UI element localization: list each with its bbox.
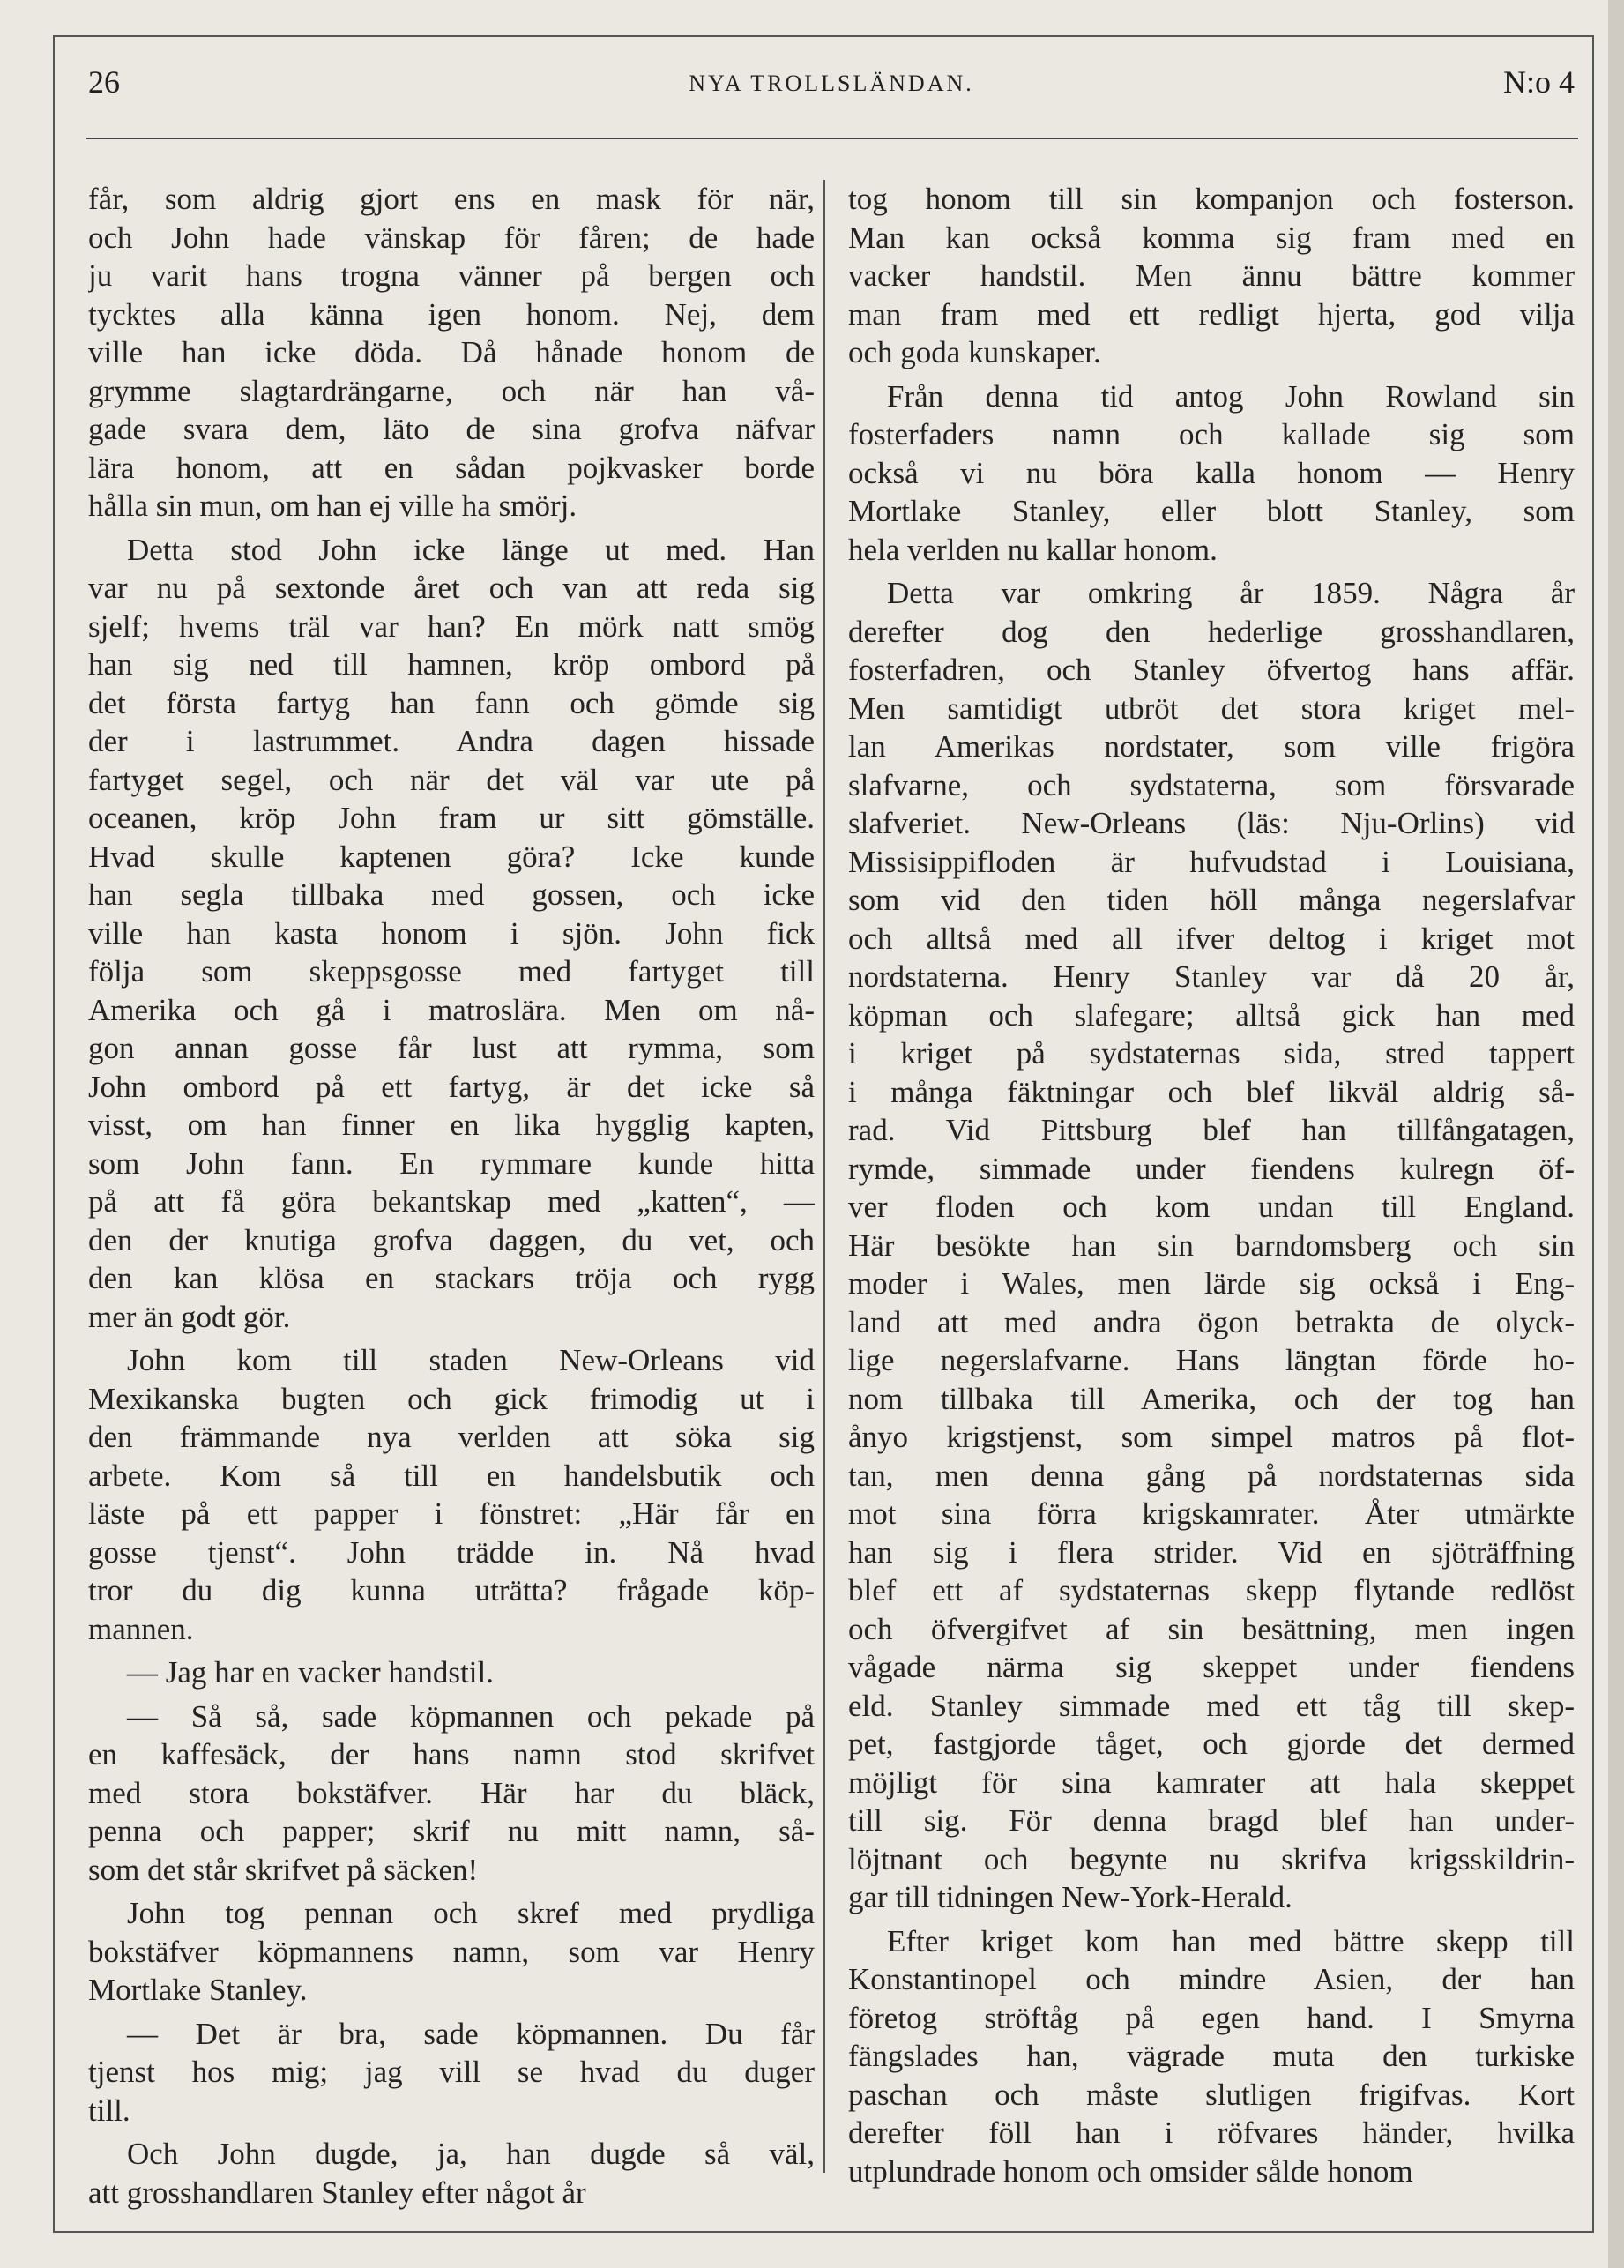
text-line: mannen. bbox=[88, 1611, 194, 1646]
text-line: i många fäktningar och blef likväl aldrig så- bbox=[848, 1074, 1575, 1109]
paragraph bbox=[88, 1894, 815, 2010]
paragraph bbox=[88, 531, 815, 1337]
scan-edge bbox=[1608, 0, 1624, 2268]
text-line: derefter föll han i röfvares händer, hvilka bbox=[848, 2115, 1575, 2150]
text-line: till. bbox=[88, 2093, 130, 2128]
text-line: Amerika och gå i matroslära. Men om nå- bbox=[88, 992, 815, 1027]
text-line: lige negerslafvarne. Hans längtan förde ho- bbox=[848, 1343, 1575, 1377]
text-line: Från denna tid antog John Rowland sin bbox=[887, 378, 1575, 414]
text-line: rad. Vid Pittsburg blef han tillfångatagen, bbox=[848, 1113, 1575, 1147]
text-line: ville han kasta honom i sjön. John fick bbox=[88, 915, 815, 951]
text-line: som det står skrifvet på säcken! bbox=[88, 1852, 479, 1887]
text-line: det första fartyg han fann och gömde sig bbox=[88, 685, 815, 720]
text-line: på att få göra bekantskap med „katten“, — bbox=[88, 1184, 815, 1219]
text-line: Efter kriget kom han med bättre skepp till bbox=[887, 1923, 1575, 1958]
text-line: fängslades han, vägrade muta den turkiske bbox=[848, 2039, 1575, 2073]
text-line: köpman och slafegare; alltså gick han med bbox=[848, 997, 1575, 1033]
paragraph bbox=[848, 574, 1575, 1917]
text-line: Detta var omkring år 1859. Några år bbox=[887, 576, 1575, 610]
text-line: — Det är bra, sade köpmannen. Du får bbox=[127, 2016, 815, 2051]
text-line: lära honom, att en sådan pojkvasker borde bbox=[88, 450, 815, 485]
text-line: slafveriet. New-Orleans (läs: Nju-Orlins) vid bbox=[848, 806, 1575, 840]
text-line: tjenst hos mig; jag vill se hvad du duger bbox=[88, 2055, 815, 2089]
text-line: gar till tidningen New-York-Herald. bbox=[848, 1880, 1292, 1914]
text-line: visst, om han finner en lika hygglig kapten, bbox=[88, 1108, 815, 1142]
text-line: — Jag har en vacker handstil. bbox=[127, 1655, 494, 1690]
text-line: i kriget på sydstaternas sida, stred tappert bbox=[848, 1036, 1575, 1071]
header-rule bbox=[86, 138, 1578, 139]
text-line: penna och papper; skrif nu mitt namn, så- bbox=[88, 1814, 815, 1848]
paragraph bbox=[88, 1341, 815, 1648]
text-line: som John fann. En rymmare kunde hitta bbox=[88, 1145, 815, 1181]
text-line: grymme slagtardrängarne, och när han vå- bbox=[88, 373, 815, 408]
text-line: gosse tjenst“. John trädde in. Nå hvad bbox=[88, 1534, 815, 1570]
text-line: också vi nu böra kalla honom — Henry bbox=[848, 455, 1575, 490]
text-line: gon annan gosse får lust att rymma, som bbox=[88, 1031, 815, 1065]
text-line: ville han icke döda. Då hånade honom de bbox=[88, 335, 815, 369]
text-line: han sig i flera strider. Vid en sjöträffning bbox=[848, 1534, 1575, 1570]
text-line: nordstaterna. Henry Stanley var då 20 år, bbox=[848, 959, 1575, 994]
text-line: att grosshandlaren Stanley efter något år bbox=[88, 2175, 586, 2210]
text-line: möjligt för sina kamrater att hala skeppet bbox=[848, 1764, 1575, 1800]
text-line: lan Amerikas nordstater, som ville frigöra bbox=[848, 729, 1575, 764]
text-line: Och John dugde, ja, han dugde så väl, bbox=[127, 2137, 815, 2171]
paragraph bbox=[88, 2015, 815, 2130]
text-line: fosterfadren, och Stanley öfvertog hans affär. bbox=[848, 653, 1575, 687]
text-line: man fram med ett redligt hjerta, god vilja bbox=[848, 296, 1575, 332]
text-line: hela verlden nu kallar honom. bbox=[848, 532, 1218, 567]
text-line: rymde, simmade under fiendens kulregn öf- bbox=[848, 1151, 1575, 1186]
text-line: slafvarne, och sydstaterna, som försvarade bbox=[848, 767, 1575, 802]
text-line: — Så så, sade köpmannen och pekade på bbox=[127, 1698, 815, 1734]
paragraph bbox=[848, 377, 1575, 570]
text-line: Mortlake Stanley. bbox=[88, 1973, 308, 2007]
text-line: vacker handstil. Men ännu bättre kommer bbox=[848, 258, 1575, 293]
paragraph bbox=[848, 180, 1575, 372]
text-line: mer än godt gör. bbox=[88, 1299, 291, 1334]
text-line: John ombord på ett fartyg, är det icke så bbox=[88, 1069, 815, 1104]
text-line: ånyo krigstjenst, som simpel matros på flot- bbox=[848, 1420, 1575, 1454]
text-line: företog ströftåg på egen hand. I Smyrna bbox=[848, 2000, 1575, 2035]
text-line: eld. Stanley simmade med ett tåg till skep- bbox=[848, 1688, 1575, 1723]
text-line: utplundrade honom och omsider sålde honom bbox=[848, 2153, 1413, 2189]
text-line: med stora bokstäfver. Här har du bläck, bbox=[88, 1775, 815, 1810]
text-line: derefter dog den hederlige grosshandlaren, bbox=[848, 614, 1575, 649]
text-line: och alltså med all ifver deltog i kriget mot bbox=[848, 921, 1575, 956]
text-line: var nu på sextonde året och van att reda sig bbox=[88, 571, 815, 605]
text-line: hålla sin mun, om han ej ville ha smörj. bbox=[88, 489, 577, 523]
left-column bbox=[88, 180, 815, 2212]
paragraph bbox=[88, 180, 815, 526]
text-line: och öfvergifvet af sin besättning, men ingen bbox=[848, 1611, 1575, 1646]
text-line: den främmande nya verlden att söka sig bbox=[88, 1420, 815, 1454]
text-line: tan, men denna gång på nordstaternas sida bbox=[848, 1458, 1575, 1493]
text-line: Men samtidigt utbröt det stora kriget mel- bbox=[848, 690, 1575, 726]
paragraph bbox=[88, 1697, 815, 1890]
paragraph bbox=[88, 2135, 815, 2212]
text-line: John kom till staden New-Orleans vid bbox=[127, 1343, 815, 1377]
text-line: nom tillbaka till Amerika, och der tog han bbox=[848, 1381, 1575, 1416]
text-line: ju varit hans trogna vänner på bergen och bbox=[88, 258, 815, 293]
text-line: läste på ett papper i fönstret: „Här får en bbox=[88, 1496, 815, 1531]
text-line: Mexikanska bugten och gick frimodig ut i bbox=[88, 1381, 815, 1416]
text-line: fosterfaders namn och kallade sig som bbox=[848, 417, 1575, 451]
text-line: blef ett af sydstaternas skepp flytande redlöst bbox=[848, 1573, 1575, 1608]
paragraph bbox=[848, 1922, 1575, 2191]
text-line: Detta stod John icke länge ut med. Han bbox=[127, 532, 815, 567]
publication-title: NYA TROLLSLÄNDAN. bbox=[689, 71, 974, 96]
text-line: och John hade vänskap för fåren; de hade bbox=[88, 220, 815, 255]
text-line: och goda kunskaper. bbox=[848, 335, 1101, 369]
text-line: Konstantinopel och mindre Asien, der han bbox=[848, 1962, 1575, 1996]
text-line: en kaffesäck, der hans namn stod skrifvet bbox=[88, 1737, 815, 1772]
text-line: Hvad skulle kaptenen göra? Icke kunde bbox=[88, 839, 815, 874]
text-line: oceanen, kröp John fram ur sitt gömställe. bbox=[88, 801, 815, 835]
text-line: sjelf; hvems träl var han? En mörk natt smög bbox=[88, 608, 815, 644]
page-header bbox=[88, 55, 1575, 116]
text-line: tycktes alla känna igen honom. Nej, dem bbox=[88, 296, 815, 332]
page-number: 26 bbox=[88, 64, 120, 100]
text-line: den kan klösa en stackars tröja och rygg bbox=[88, 1261, 815, 1295]
text-line: mot sina förra krigskamrater. Åter utmärkte bbox=[848, 1496, 1575, 1531]
text-line: den der knutiga grofva daggen, du vet, och bbox=[88, 1222, 815, 1257]
text-line: vågade närma sig skeppet under fiendens bbox=[848, 1650, 1575, 1684]
text-line: får, som aldrig gjort ens en mask för när, bbox=[88, 182, 815, 216]
text-line: tror du dig kunna uträtta? frågade köp- bbox=[88, 1573, 815, 1608]
text-line: paschan och måste slutligen frigifvas. Kort bbox=[848, 2077, 1575, 2112]
text-line: John tog pennan och skref med prydliga bbox=[127, 1896, 815, 1930]
paragraph bbox=[88, 1653, 815, 1692]
column-divider bbox=[823, 180, 825, 2173]
text-line: bokstäfver köpmannens namn, som var Henry bbox=[88, 1934, 815, 1969]
text-line: tog honom till sin kompanjon och fosterson. bbox=[848, 182, 1575, 216]
text-line: gade svara dem, läto de sina grofva näfvar bbox=[88, 412, 815, 446]
text-line: Mortlake Stanley, eller blott Stanley, som bbox=[848, 494, 1575, 528]
text-line: Missisippifloden är hufvudstad i Louisiana, bbox=[848, 844, 1575, 879]
text-line: moder i Wales, men lärde sig också i Eng- bbox=[848, 1266, 1575, 1301]
text-line: arbete. Kom så till en handelsbutik och bbox=[88, 1458, 815, 1493]
text-line: land att med andra ögon betrakta de olyck- bbox=[848, 1304, 1575, 1339]
text-line: löjtnant och begynte nu skrifva krigsskildrin- bbox=[848, 1841, 1575, 1876]
text-line: ver floden och kom undan till England. bbox=[848, 1190, 1575, 1224]
text-line: han segla tillbaka med gossen, och icke bbox=[88, 877, 815, 912]
text-line: fartyget segel, och när det väl var ute på bbox=[88, 762, 815, 797]
issue-number: N:o 4 bbox=[1503, 64, 1575, 100]
right-column bbox=[848, 180, 1575, 2190]
text-line: följa som skeppsgosse med fartyget till bbox=[88, 954, 815, 989]
text-line: Här besökte han sin barndomsberg och sin bbox=[848, 1227, 1575, 1263]
text-line: till sig. För denna bragd blef han under- bbox=[848, 1803, 1575, 1838]
text-line: pet, fastgjorde tåget, och gjorde det dermed bbox=[848, 1727, 1575, 1761]
text-line: som vid den tiden höll många negerslafvar bbox=[848, 883, 1575, 917]
text-line: Man kan också komma sig fram med en bbox=[848, 220, 1575, 255]
text-line: der i lastrummet. Andra dagen hissade bbox=[88, 724, 815, 758]
text-line: han sig ned till hamnen, kröp ombord på bbox=[88, 647, 815, 682]
